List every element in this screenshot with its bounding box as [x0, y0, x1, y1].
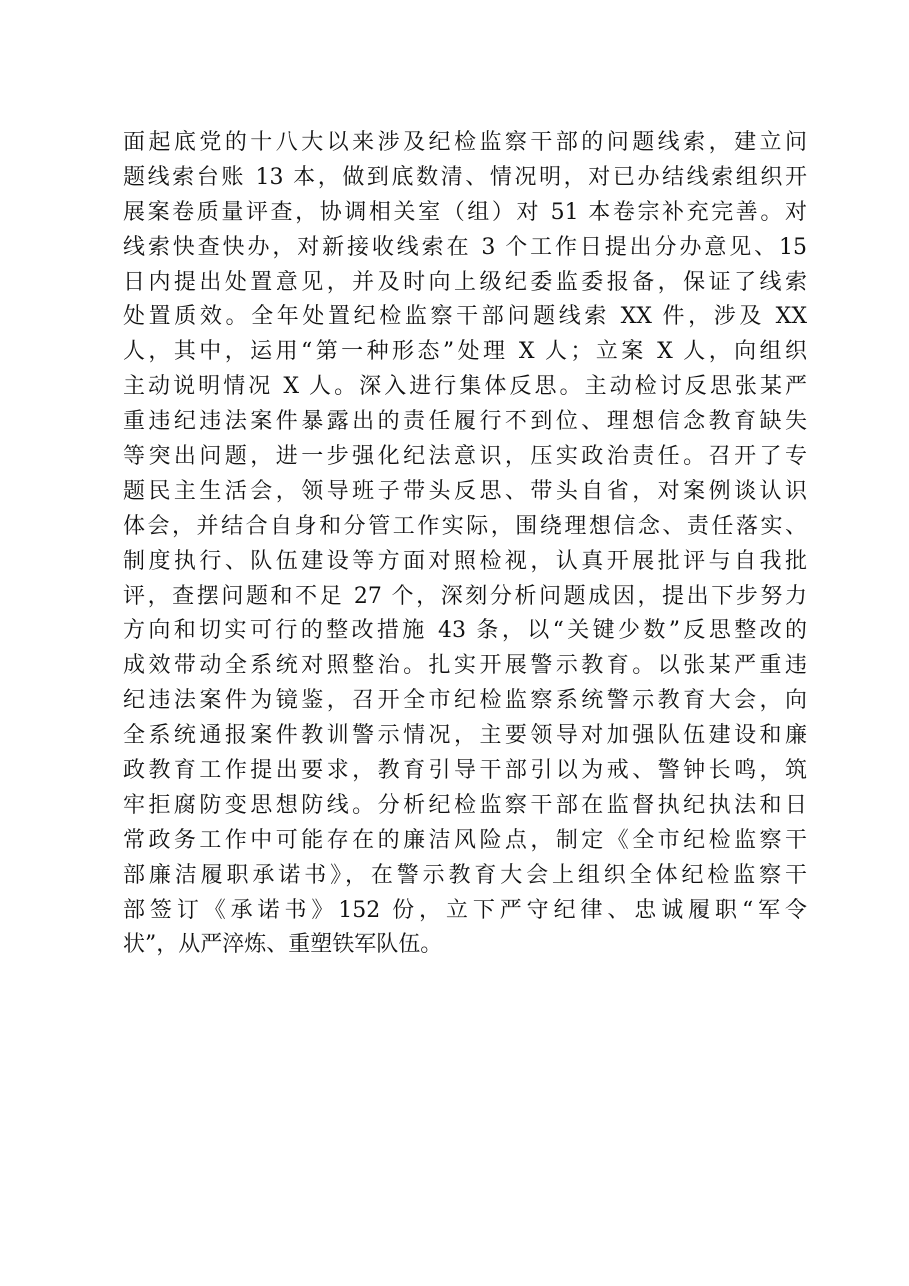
- paragraph-line: 面起底党的十八大以来涉及纪检监察干部的问题线索，建立问: [123, 130, 807, 155]
- paragraph-line: 政教育工作提出要求，教育引导干部引以为戒、警钟长鸣，筑: [123, 758, 807, 784]
- paragraph-line: 状”，从严淬炼、重塑铁军队伍。: [123, 932, 443, 958]
- paragraph-line: 人，其中，运用“第一种形态”处理 X 人；立案 X 人，向组织: [123, 339, 807, 365]
- paragraph-line: 题民主生活会，领导班子带头反思、带头自省，对案例谈认识: [123, 478, 807, 504]
- paragraph-line: 部签订《承诺书》152 份，立下严守纪律、忠诚履职“军令: [123, 897, 807, 923]
- paragraph-line: 制度执行、队伍建设等方面对照检视，认真开展批评与自我批: [123, 548, 807, 574]
- paragraph-line: 等突出问题，进一步强化纪法意识，压实政治责任。召开了专: [123, 444, 807, 470]
- paragraph-line: 重违纪违法案件暴露出的责任履行不到位、理想信念教育缺失: [123, 409, 807, 435]
- paragraph-line: 题线索台账 13 本，做到底数清、情况明，对已办结线索组织开: [123, 164, 807, 190]
- paragraph-line: 展案卷质量评查，协调相关室（组）对 51 本卷宗补充完善。对: [123, 199, 807, 225]
- paragraph-line: 评，查摆问题和不足 27 个，深刻分析问题成因，提出下步努力: [123, 583, 807, 609]
- paragraph-line: 常政务工作中可能存在的廉洁风险点，制定《全市纪检监察干: [123, 827, 807, 853]
- paragraph-line: 全系统通报案件教训警示情况，主要领导对加强队伍建设和廉: [123, 723, 807, 749]
- body-paragraph: [123, 126, 807, 963]
- paragraph-line: 方向和切实可行的整改措施 43 条，以“关键少数”反思整改的: [123, 618, 807, 644]
- paragraph-line: 线索快查快办，对新接收线索在 3 个工作日提出分办意见、15: [123, 234, 807, 260]
- paragraph-line: 牢拒腐防变思想防线。分析纪检监察干部在监督执纪执法和日: [123, 792, 807, 818]
- paragraph-line: 部廉洁履职承诺书》，在警示教育大会上组织全体纪检监察干: [123, 862, 807, 888]
- paragraph-line: 体会，并结合自身和分管工作实际，围绕理想信念、责任落实、: [123, 513, 807, 539]
- paragraph-line: 主动说明情况 X 人。深入进行集体反思。主动检讨反思张某严: [123, 374, 807, 400]
- paragraph-line: 日内提出处置意见，并及时向上级纪委监委报备，保证了线索: [123, 269, 807, 295]
- paragraph-line: 纪违法案件为镜鉴，召开全市纪检监察系统警示教育大会，向: [123, 688, 807, 714]
- paragraph-line: 处置质效。全年处置纪检监察干部问题线索 XX 件，涉及 XX: [123, 304, 807, 330]
- paragraph-line: 成效带动全系统对照整治。扎实开展警示教育。以张某严重违: [123, 653, 807, 679]
